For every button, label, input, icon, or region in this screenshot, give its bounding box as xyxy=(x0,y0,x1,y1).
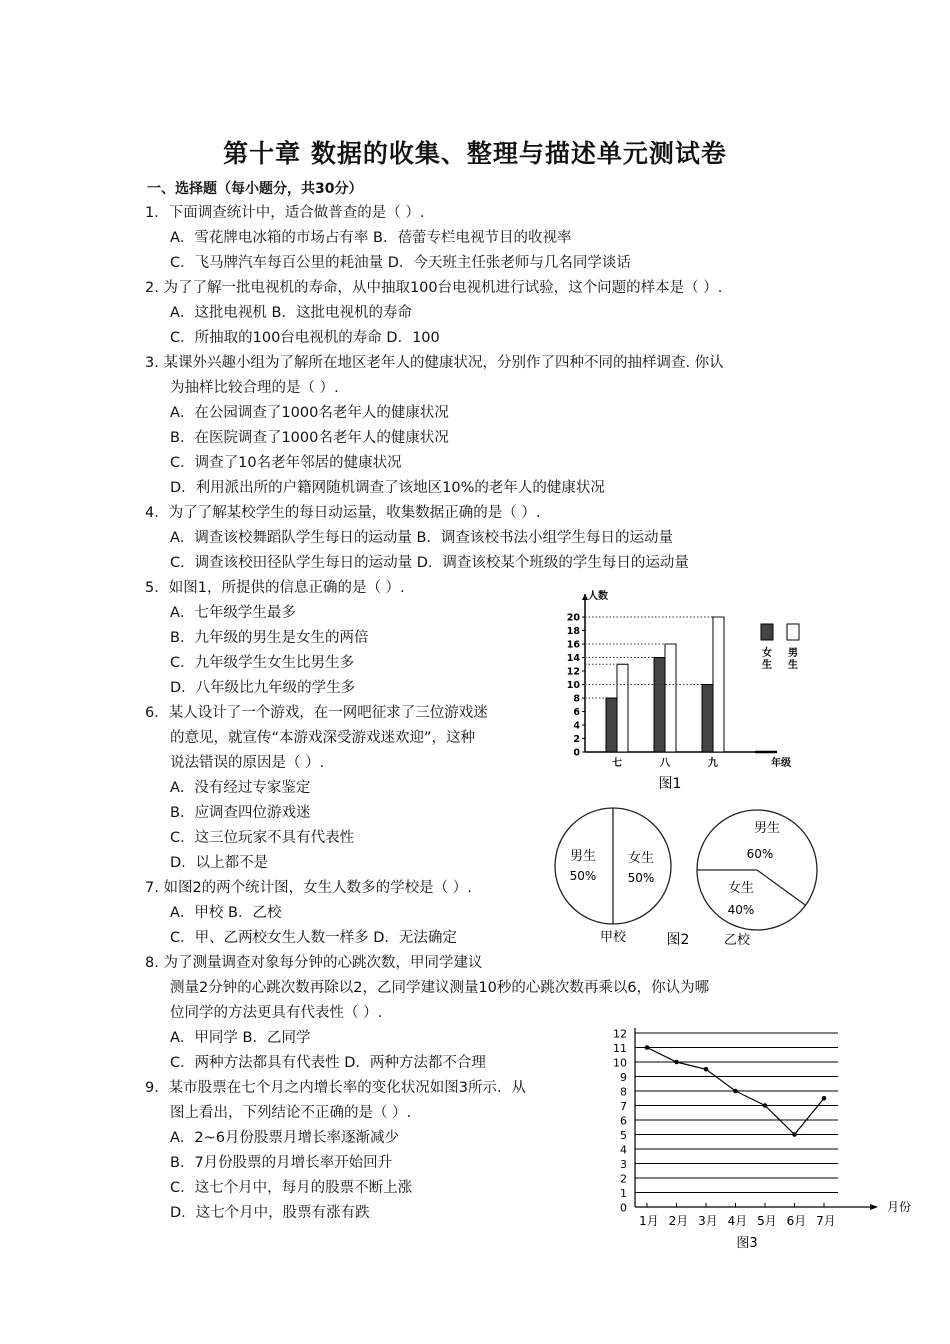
legend-label-boys-2: 生 xyxy=(788,660,798,671)
data-point-4月 xyxy=(733,1089,738,1094)
figure-caption: 图2 xyxy=(666,932,690,948)
legend-label-girls-1: 女 xyxy=(762,648,772,659)
question-line-q8b: 测量2分钟的心跳次数再除以2，乙同学建议测量10秒的心跳次数再乘以6，你认为哪 xyxy=(170,980,710,996)
legend-label-girls-2: 生 xyxy=(762,660,772,671)
y-tick-label: 9 xyxy=(620,1071,627,1084)
slice-pct: 40% xyxy=(727,903,755,917)
question-line-q6d1: D．以上都不是 xyxy=(170,855,269,871)
question-line-q3d: D．利用派出所的户籍网随机调查了该地区10%的老年人的健康状况 xyxy=(170,480,605,496)
question-line-q3b: 为抽样比较合理的是（ ）. xyxy=(170,380,339,396)
question-line-q9a: A．2~6月份股票月增长率逐渐减少 xyxy=(170,1130,400,1146)
question-line-q8cd: C．两种方法都具有代表性 D．两种方法都不合理 xyxy=(170,1055,486,1071)
data-point-2月 xyxy=(674,1060,679,1065)
question-line-q7: 7. 如图2的两个统计图，女生人数多的学校是（ ）. xyxy=(145,880,472,896)
slice-label: 女生 xyxy=(727,881,755,896)
question-line-q5a: A．七年级学生最多 xyxy=(170,605,296,621)
pie-name: 乙校 xyxy=(723,933,751,948)
y-tick-label: 4 xyxy=(620,1143,627,1157)
slice-label: 女生 xyxy=(627,851,655,866)
slice-pct: 50% xyxy=(569,869,597,883)
question-line-q1cd: C．飞马牌汽车每百公里的耗油量 D．今天班主任张老师与几名同学谈话 xyxy=(170,255,631,271)
y-tick-label: 0 xyxy=(620,1201,627,1215)
question-line-q4: 4．为了了解某校学生的每日动运量，收集数据正确的是（ ）. xyxy=(145,505,541,521)
figure-caption: 图1 xyxy=(658,776,682,792)
slice-label: 男生 xyxy=(753,821,781,836)
y-tick-label: 20 xyxy=(566,612,580,624)
figure-caption: 图3 xyxy=(736,1236,758,1251)
question-line-q8c: 位同学的方法更具有代表性（ ）. xyxy=(170,1005,383,1021)
y-tick-label: 16 xyxy=(566,639,580,651)
question-line-q9bb: B．7月份股票的月增长率开始回升 xyxy=(170,1155,393,1171)
bar-男生-七 xyxy=(617,664,628,752)
question-line-q8ab: A．甲同学 B．乙同学 xyxy=(170,1030,311,1046)
question-line-q8: 8. 为了测量调查对象每分钟的心跳次数，甲同学建议 xyxy=(145,955,483,971)
x-tick-label: 八 xyxy=(660,758,670,769)
y-tick-label: 10 xyxy=(613,1056,627,1070)
data-point-1月 xyxy=(645,1045,650,1050)
legend-swatch-girls xyxy=(761,624,773,640)
bar-男生-八 xyxy=(665,644,676,752)
bar-女生-七 xyxy=(606,698,617,752)
y-tick-label: 8 xyxy=(573,693,580,705)
question-line-q2: 2. 为了了解一批电视机的寿命，从中抽取100台电视机进行试验，这个问题的样本是（ ）. xyxy=(145,280,723,296)
y-tick-label: 2 xyxy=(620,1172,627,1186)
question-line-q6b: 的意见，就宣传“本游戏深受游戏迷欢迎”，这种 xyxy=(170,730,476,746)
bar-男生-九 xyxy=(713,617,724,752)
question-line-q6b1: B．应调查四位游戏迷 xyxy=(170,805,311,821)
x-axis-arrow xyxy=(870,1204,878,1210)
question-line-q5c: C．九年级学生女生比男生多 xyxy=(170,655,355,671)
y-tick-label: 1 xyxy=(620,1187,627,1200)
question-line-q9: 9．某市股票在七个月之内增长率的变化状况如图3所示．从 xyxy=(145,1080,526,1096)
y-tick-label: 3 xyxy=(620,1158,627,1171)
x-tick-label: 七 xyxy=(612,758,622,769)
question-line-q7cd: C．甲、乙两校女生人数一样多 D．无法确定 xyxy=(170,930,457,946)
legend-label-boys-1: 男 xyxy=(788,648,798,659)
x-tick-label: 7月 xyxy=(816,1214,836,1228)
x-tick-label: 4月 xyxy=(727,1214,748,1228)
y-tick-label: 5 xyxy=(620,1129,627,1142)
y-tick-label: 4 xyxy=(573,720,580,732)
x-axis-label: 年级 xyxy=(771,758,791,769)
legend-swatch-boys xyxy=(787,624,799,640)
bar-女生-八 xyxy=(654,658,665,753)
y-tick-label: 8 xyxy=(620,1085,627,1099)
y-tick-label: 0 xyxy=(573,747,580,759)
x-tick-label: 6月 xyxy=(786,1214,807,1228)
y-tick-label: 6 xyxy=(573,707,580,718)
data-point-7月 xyxy=(822,1096,827,1101)
data-point-3月 xyxy=(704,1067,709,1072)
y-tick-label: 11 xyxy=(613,1042,627,1055)
question-line-q5b: B．九年级的男生是女生的两倍 xyxy=(170,630,369,646)
x-tick-label: 2月 xyxy=(668,1214,689,1228)
y-tick-label: 6 xyxy=(620,1114,627,1128)
y-tick-label: 12 xyxy=(613,1027,627,1041)
y-tick-label: 14 xyxy=(566,653,580,664)
y-tick-label: 12 xyxy=(566,666,580,678)
x-tick-label: 九 xyxy=(708,758,718,769)
section-heading: 一、选择题（每小题分，共30分） xyxy=(147,181,363,197)
y-tick-label: 10 xyxy=(566,680,580,691)
page-title: 第十章 数据的收集、整理与描述单元测试卷 xyxy=(223,139,727,168)
slice-pct: 50% xyxy=(627,871,655,885)
pie-name: 甲校 xyxy=(599,930,627,945)
question-line-q3: 3. 某课外兴趣小组为了解所在地区老年人的健康状况，分别作了四种不同的抽样调查. 你认 xyxy=(145,355,724,371)
question-line-q4cd: C．调查该校田径队学生每日的运动量 D．调查该校某个班级的学生每日的运动量 xyxy=(170,555,689,571)
slice-label: 男生 xyxy=(569,849,597,864)
question-line-q9c: C．这七个月中，每月的股票不断上涨 xyxy=(170,1180,413,1196)
question-line-q4ab: A．调查该校舞蹈队学生每日的运动量 B．调查该校书法小组学生每日的运动量 xyxy=(170,530,673,546)
question-line-q6: 6．某人设计了一个游戏，在一网吧征求了三位游戏迷 xyxy=(145,705,488,721)
figure-2-pie-charts xyxy=(545,802,835,952)
y-axis-label: 人数 xyxy=(588,591,608,602)
data-point-5月 xyxy=(763,1103,768,1108)
question-line-q3a: A．在公园调查了1000名老年人的健康状况 xyxy=(170,405,449,421)
question-line-q3c: C．调查了10名老年邻居的健康状况 xyxy=(170,455,402,471)
question-line-q6c: 说法错误的原因是（ ）. xyxy=(170,755,325,771)
question-line-q7ab: A．甲校 B．乙校 xyxy=(170,905,282,921)
question-line-q5: 5．如图1，所提供的信息正确的是（ ）. xyxy=(145,580,405,596)
question-line-q6c1: C．这三位玩家不具有代表性 xyxy=(170,830,355,846)
question-line-q2cd: C．所抽取的100台电视机的寿命 D．100 xyxy=(170,330,440,346)
data-point-6月 xyxy=(792,1132,797,1137)
figure-3-line-chart xyxy=(605,1027,912,1252)
x-tick-label: 5月 xyxy=(757,1214,777,1228)
question-line-q6a1: A．没有经过专家鉴定 xyxy=(170,780,311,796)
slice-pct: 60% xyxy=(746,847,774,861)
question-line-q9d: D．这七个月中，股票有涨有跌 xyxy=(170,1205,370,1221)
question-line-q2ab: A．这批电视机 B．这批电视机的寿命 xyxy=(170,305,412,321)
figure-1-bar-chart xyxy=(555,582,815,797)
x-tick-label: 3月 xyxy=(698,1214,718,1228)
question-line-q1: 1．下面调查统计中，适合做普查的是（ ）. xyxy=(145,205,425,221)
question-line-q3bb: B．在医院调查了1000名老年人的健康状况 xyxy=(170,430,449,446)
bar-女生-九 xyxy=(702,685,713,753)
question-line-q5d: D．八年级比九年级的学生多 xyxy=(170,680,356,696)
question-line-q9b: 图上看出，下列结论不正确的是（ ）. xyxy=(170,1105,412,1121)
y-tick-label: 2 xyxy=(573,734,580,745)
x-tick-label: 1月 xyxy=(639,1214,659,1228)
x-axis-label: 月份 xyxy=(887,1200,912,1214)
y-tick-label: 18 xyxy=(566,626,580,637)
question-line-q1ab: A．雪花牌电冰箱的市场占有率 B．蓓蕾专栏电视节目的收视率 xyxy=(170,230,572,246)
y-tick-label: 7 xyxy=(620,1100,627,1113)
